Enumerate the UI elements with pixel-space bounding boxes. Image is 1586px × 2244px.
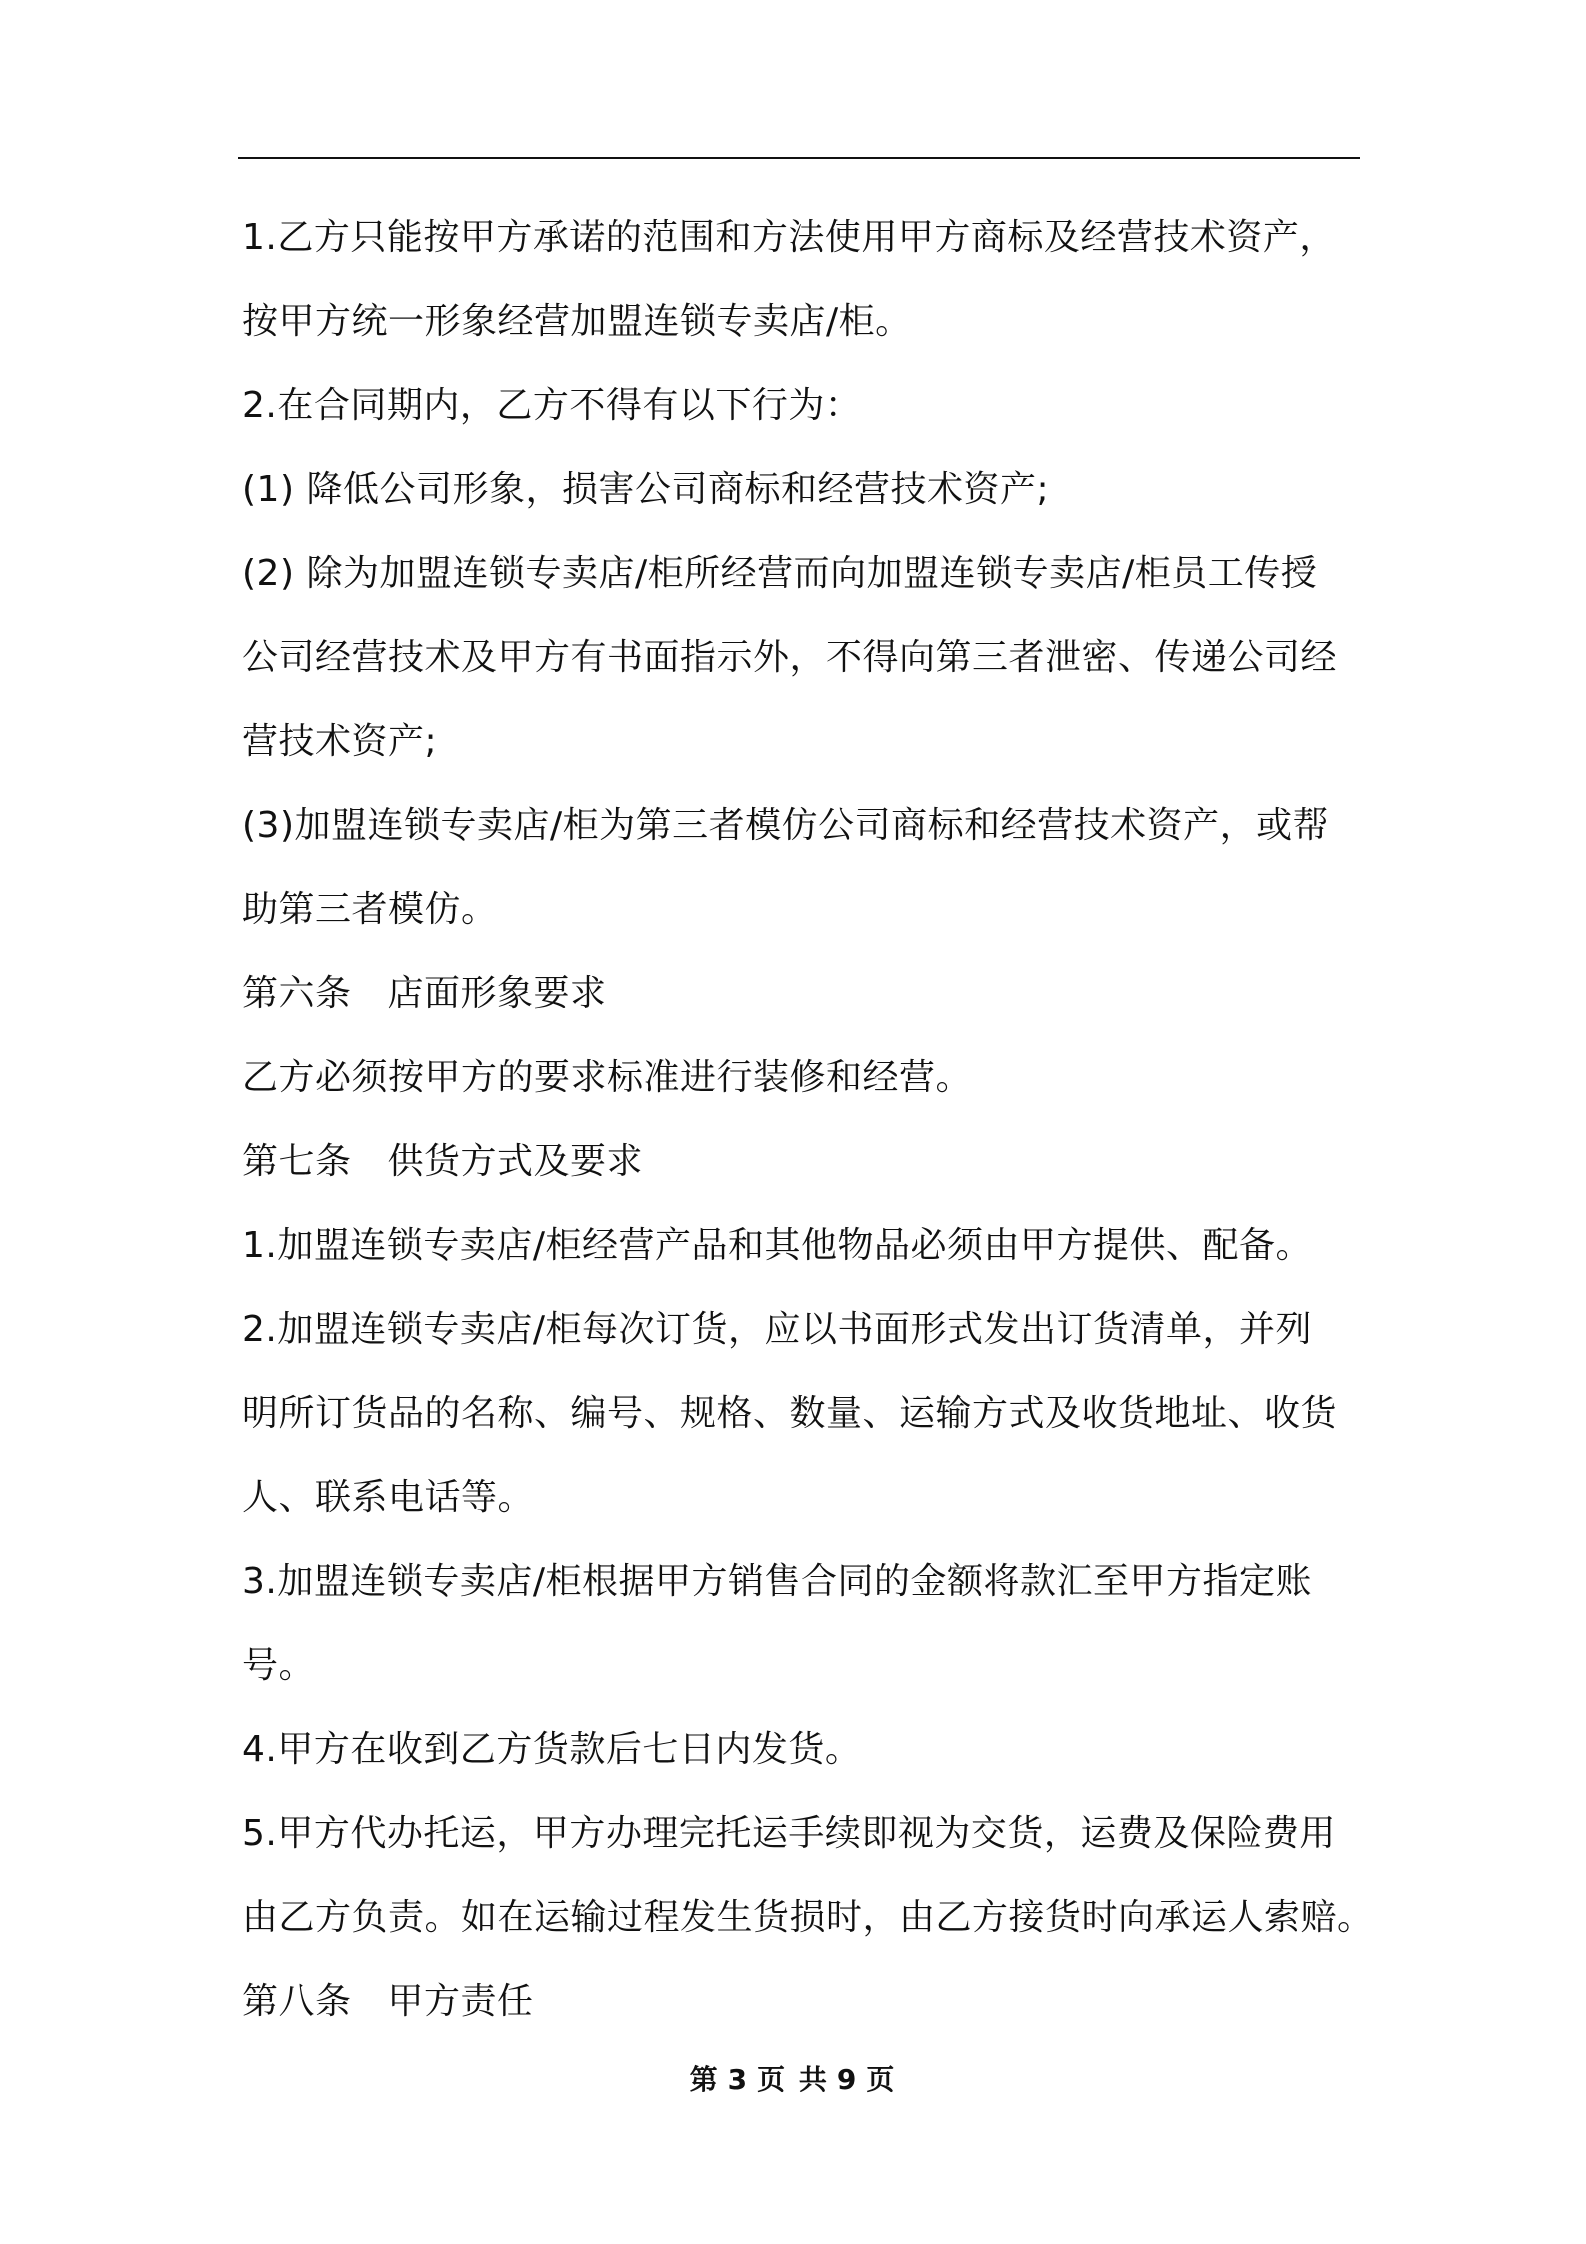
paragraph-line: (3)加盟连锁专卖店/柜为第三者模仿公司商标和经营技术资产，或帮 (242, 805, 1330, 846)
paragraph-line: 3.加盟连锁专卖店/柜根据甲方销售合同的金额将款汇至甲方指定账 (242, 1561, 1312, 1602)
section-title: 店面形象要求 (387, 973, 607, 1014)
document-body (242, 196, 1374, 2044)
paragraph-line: (1) 降低公司形象，损害公司商标和经营技术资产; (242, 469, 1050, 510)
paragraph-line: 1.乙方只能按甲方承诺的范围和方法使用甲方商标及经营技术资产， (242, 217, 1336, 258)
paragraph-line: 按甲方统一形象经营加盟连锁专卖店/柜。 (242, 301, 912, 342)
paragraph-line: 公司经营技术及甲方有书面指示外，不得向第三者泄密、传递公司经 (242, 637, 1338, 678)
paragraph-line: 4.甲方在收到乙方货款后七日内发货。 (242, 1729, 862, 1770)
paragraph-line: 2.加盟连锁专卖店/柜每次订货，应以书面形式发出订货清单，并列 (242, 1309, 1312, 1350)
header-rule (238, 157, 1360, 159)
section-title: 甲方责任 (387, 1981, 534, 2022)
page-footer (0, 2058, 1586, 2098)
footer-middle: 页 共 (757, 2063, 829, 2096)
paragraph-line: 号。 (242, 1645, 316, 1686)
section-title: 供货方式及要求 (387, 1141, 644, 1182)
paragraph-line: 1.加盟连锁专卖店/柜经营产品和其他物品必须由甲方提供、配备。 (242, 1225, 1312, 1266)
footer-total-pages: 9 (836, 2063, 859, 2096)
footer-prefix: 第 (689, 2063, 720, 2096)
paragraph-line: 营技术资产; (242, 721, 438, 762)
paragraph-line: 人、联系电话等。 (242, 1477, 535, 1518)
section-number: 第六条 (242, 973, 352, 1014)
section-7-heading (242, 1120, 1362, 1204)
section-number: 第七条 (242, 1141, 352, 1182)
paragraph-line: 由乙方负责。如在运输过程发生货损时，由乙方接货时向承运人索赔。 (242, 1897, 1374, 1938)
section-6-heading (242, 952, 1362, 1036)
paragraph-line: 5.甲方代办托运，甲方办理完托运手续即视为交货，运费及保险费用 (242, 1813, 1336, 1854)
paragraph-line: (2) 除为加盟连锁专卖店/柜所经营而向加盟连锁专卖店/柜员工传授 (242, 553, 1318, 594)
section-number: 第八条 (242, 1981, 352, 2022)
footer-current-page: 3 (727, 2063, 750, 2096)
footer-suffix: 页 (866, 2063, 897, 2096)
paragraph-line: 乙方必须按甲方的要求标准进行装修和经营。 (242, 1057, 973, 1098)
paragraph-line: 明所订货品的名称、编号、规格、数量、运输方式及收货地址、收货 (242, 1393, 1338, 1434)
paragraph-line: 助第三者模仿。 (242, 889, 498, 930)
paragraph-line: 2.在合同期内，乙方不得有以下行为： (242, 385, 862, 426)
section-8-heading (242, 1960, 1362, 2044)
